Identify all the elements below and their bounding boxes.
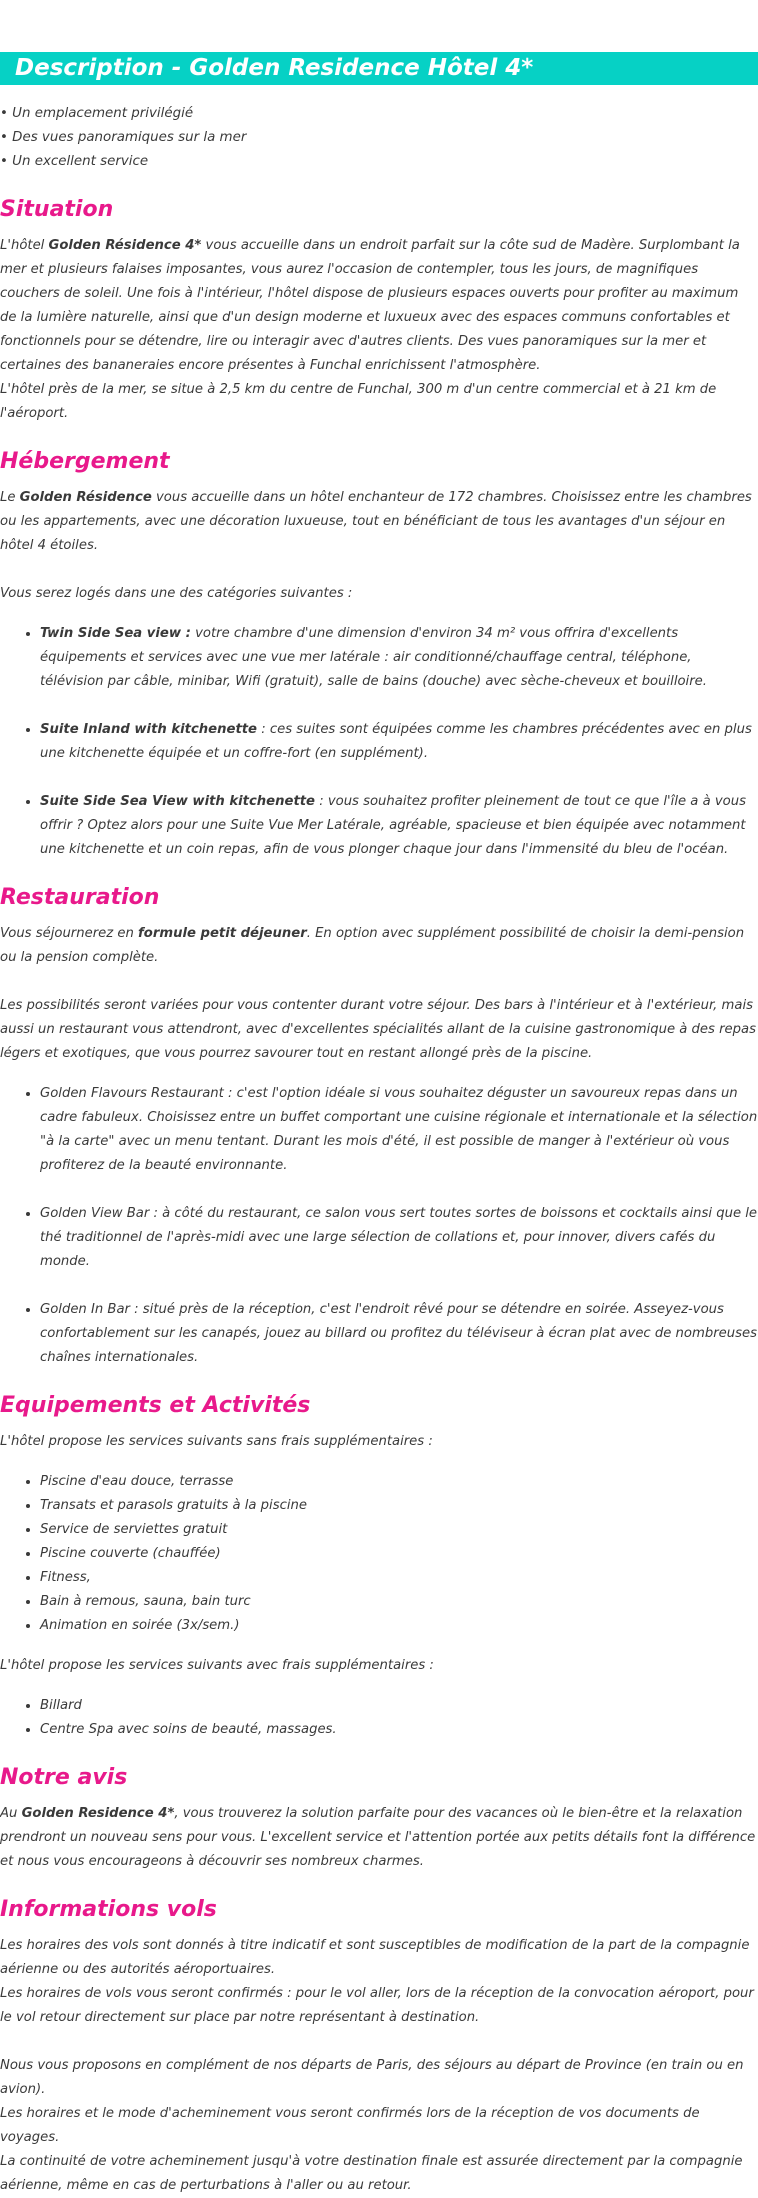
section-title-avis: Notre avis	[0, 1765, 128, 1790]
hotel-name: Golden Résidence	[19, 490, 152, 505]
free-services-intro: L'hôtel propose les services suivants sans frais supplémentaires :	[0, 1434, 433, 1449]
venue-list	[0, 1082, 758, 1370]
highlight-item: • Des vues panoramiques sur la mer	[0, 130, 247, 145]
hebergement-paragraph	[0, 486, 758, 558]
situation-paragraph	[0, 234, 758, 378]
venue-item: • Golden View Bar : à côté du restaurant, ce salon vous sert toutes sortes de boissons et cocktails ainsi que le thé traditionnel de l'après-midi avec une large sélection de collations et, pour innover, divers cafés du monde.	[40, 1202, 758, 1274]
paid-services-intro: L'hôtel propose les services suivants avec frais supplémentaires :	[0, 1658, 434, 1673]
room-list	[0, 622, 758, 862]
situation-location: L'hôtel près de la mer, se situe à 2,5 km du centre de Funchal, 300 m d'un centre commercial et à 21 km de l'aéroport.	[0, 382, 717, 421]
avis-text-pre: Au	[0, 1806, 22, 1821]
restauration-text-pre: Vous séjournerez en	[0, 926, 139, 941]
room-desc: votre chambre d'une dimension d'environ 34 m² vous offrira d'excellents équipements et services avec une vue mer latérale : air conditionné/chauffage central, téléphone, télévision par câble, minibar, Wifi (gratuit), salle de bains (douche) avec sèche-cheveux et bouilloire.	[40, 626, 707, 689]
avis-text-post: , vous trouverez la solution parfaite pour des vacances où le bien-être et la relaxation prendront un nouveau sens pour vous. L'excellent service et l'attention portée aux petits détails font la différence et nous vous encourageons à découvrir ses nombreux charmes.	[0, 1806, 756, 1869]
room-desc: : ces suites sont équipées comme les chambres précédentes avec en plus une kitchenette équipée et un coffre-fort (en supplément).	[40, 722, 752, 761]
spacer	[0, 970, 758, 994]
service-item: • Billard	[40, 1694, 758, 1718]
room-name: Twin Side Sea view :	[40, 626, 191, 641]
room-item	[40, 622, 758, 694]
situation-text-post: vous accueille dans un endroit parfait sur la côte sud de Madère. Surplombant la mer et plusieurs falaises imposantes, vous aurez l'occasion de contempler, tous les jours, de magnifiques couchers de soleil. Une fois à l'intérieur, l'hôtel dispose de plusieurs espaces ouverts pour profiter au maximum de la lumière naturelle, ainsi que d'un design moderne et luxueux avec des espaces communs confortables et fonctionnels pour se détendre, lire ou interagir avec d'autres clients. Des vues panoramiques sur la mer et certaines des bananeraies encore présentes à Funchal enrichissent l'atmosphère.	[0, 238, 740, 373]
hotel-name: Golden Résidence 4*	[48, 238, 202, 253]
restauration-paragraph	[0, 922, 758, 970]
section-title-hebergement: Hébergement	[0, 449, 170, 474]
highlight-item: • Un excellent service	[0, 154, 149, 169]
hebergement-text-post: vous accueille dans un hôtel enchanteur de 172 chambres. Choisissez entre les chambres ou les appartements, avec une décoration luxueuse, tout en bénéficiant de tous les avantages d'un séjour en hôtel 4 étoiles.	[0, 490, 752, 553]
vols-paragraph-4: Les horaires et le mode d'acheminement vous seront confirmés lors de la réception de vos documents de voyages.	[0, 2106, 700, 2145]
free-services-list	[0, 1470, 758, 1638]
room-item	[40, 790, 758, 862]
paid-services-list	[0, 1694, 758, 1742]
service-item: • Piscine d'eau douce, terrasse	[40, 1470, 758, 1494]
vols-paragraph-5: La continuité de votre acheminement jusqu'à votre destination finale est assurée directement par la compagnie aérienne, même en cas de perturbations à l'aller ou au retour.	[0, 2154, 743, 2193]
room-item	[40, 718, 758, 766]
venue-item: • Golden Flavours Restaurant : c'est l'option idéale si vous souhaitez déguster un savoureux repas dans un cadre fabuleux. Choisissez entre un buffet comportant une cuisine régionale et internationale et la sélection "à la carte" avec un menu tentant. Durant les mois d'été, il est possible de manger à l'extérieur où vous profiterez de la beauté environnante.	[40, 1082, 758, 1178]
board-formula: formule petit déjeuner	[138, 926, 307, 941]
highlights-list	[0, 102, 758, 174]
hotel-name: Golden Residence 4*	[21, 1806, 175, 1821]
room-desc: : vous souhaitez profiter pleinement de tout ce que l'île a à vous offrir ? Optez alors pour une Suite Vue Mer Latérale, agréable, spacieuse et bien équipée avec notamment une kitchenette et un coin repas, afin de vous plonger chaque jour dans l'immensité du bleu de l'océan.	[40, 794, 746, 857]
service-item: • Fitness,	[40, 1566, 758, 1590]
room-name: Suite Side Sea View with kitchenette	[40, 794, 315, 809]
hebergement-text-pre: Le	[0, 490, 20, 505]
service-item: • Bain à remous, sauna, bain turc	[40, 1590, 758, 1614]
restauration-options: Les possibilités seront variées pour vous contenter durant votre séjour. Des bars à l'intérieur et à l'extérieur, mais aussi un restaurant vous attendront, avec d'excellentes spécialités allant de la cuisine gastronomique à des repas légers et exotiques, que vous pourrez savourer tout en restant allongé près de la piscine.	[0, 998, 756, 1061]
restauration-text-post: . En option avec supplément possibilité de choisir la demi-pension ou la pension complète.	[0, 926, 745, 965]
vols-paragraph-3: Nous vous proposons en complément de nos départs de Paris, des séjours au départ de Province (en train ou en avion).	[0, 2058, 744, 2097]
section-title-situation: Situation	[0, 197, 114, 222]
situation-text-pre: L'hôtel	[0, 238, 49, 253]
room-name: Suite Inland with kitchenette	[40, 722, 257, 737]
service-item: • Centre Spa avec soins de beauté, massages.	[40, 1718, 758, 1742]
spacer	[0, 2030, 758, 2054]
avis-paragraph	[0, 1802, 758, 1874]
spacer	[0, 558, 758, 582]
main-content	[0, 102, 758, 2198]
section-title-equipements: Equipements et Activités	[0, 1393, 311, 1418]
highlight-item: • Un emplacement privilégié	[0, 106, 194, 121]
section-title-vols: Informations vols	[0, 1897, 217, 1922]
hebergement-categories-intro: Vous serez logés dans une des catégories suivantes :	[0, 586, 353, 601]
vols-paragraph-2: Les horaires de vols vous seront confirmés : pour le vol aller, lors de la réception de la convocation aéroport, pour le vol retour directement sur place par notre représentant à destination.	[0, 1986, 754, 2025]
page-title: Description - Golden Residence Hôtel 4*	[0, 52, 758, 85]
vols-paragraph-1: Les horaires des vols sont donnés à titre indicatif et sont susceptibles de modification de la part de la compagnie aérienne ou des autorités aéroportuaires.	[0, 1938, 750, 1977]
service-item: • Animation en soirée (3x/sem.)	[40, 1614, 758, 1638]
venue-item: • Golden In Bar : situé près de la réception, c'est l'endroit rêvé pour se détendre en soirée. Asseyez-vous confortablement sur les canapés, jouez au billard ou profitez du téléviseur à écran plat avec de nombreuses chaînes internationales.	[40, 1298, 758, 1370]
service-item: • Service de serviettes gratuit	[40, 1518, 758, 1542]
section-title-restauration: Restauration	[0, 885, 160, 910]
service-item: • Transats et parasols gratuits à la piscine	[40, 1494, 758, 1518]
service-item: • Piscine couverte (chauffée)	[40, 1542, 758, 1566]
